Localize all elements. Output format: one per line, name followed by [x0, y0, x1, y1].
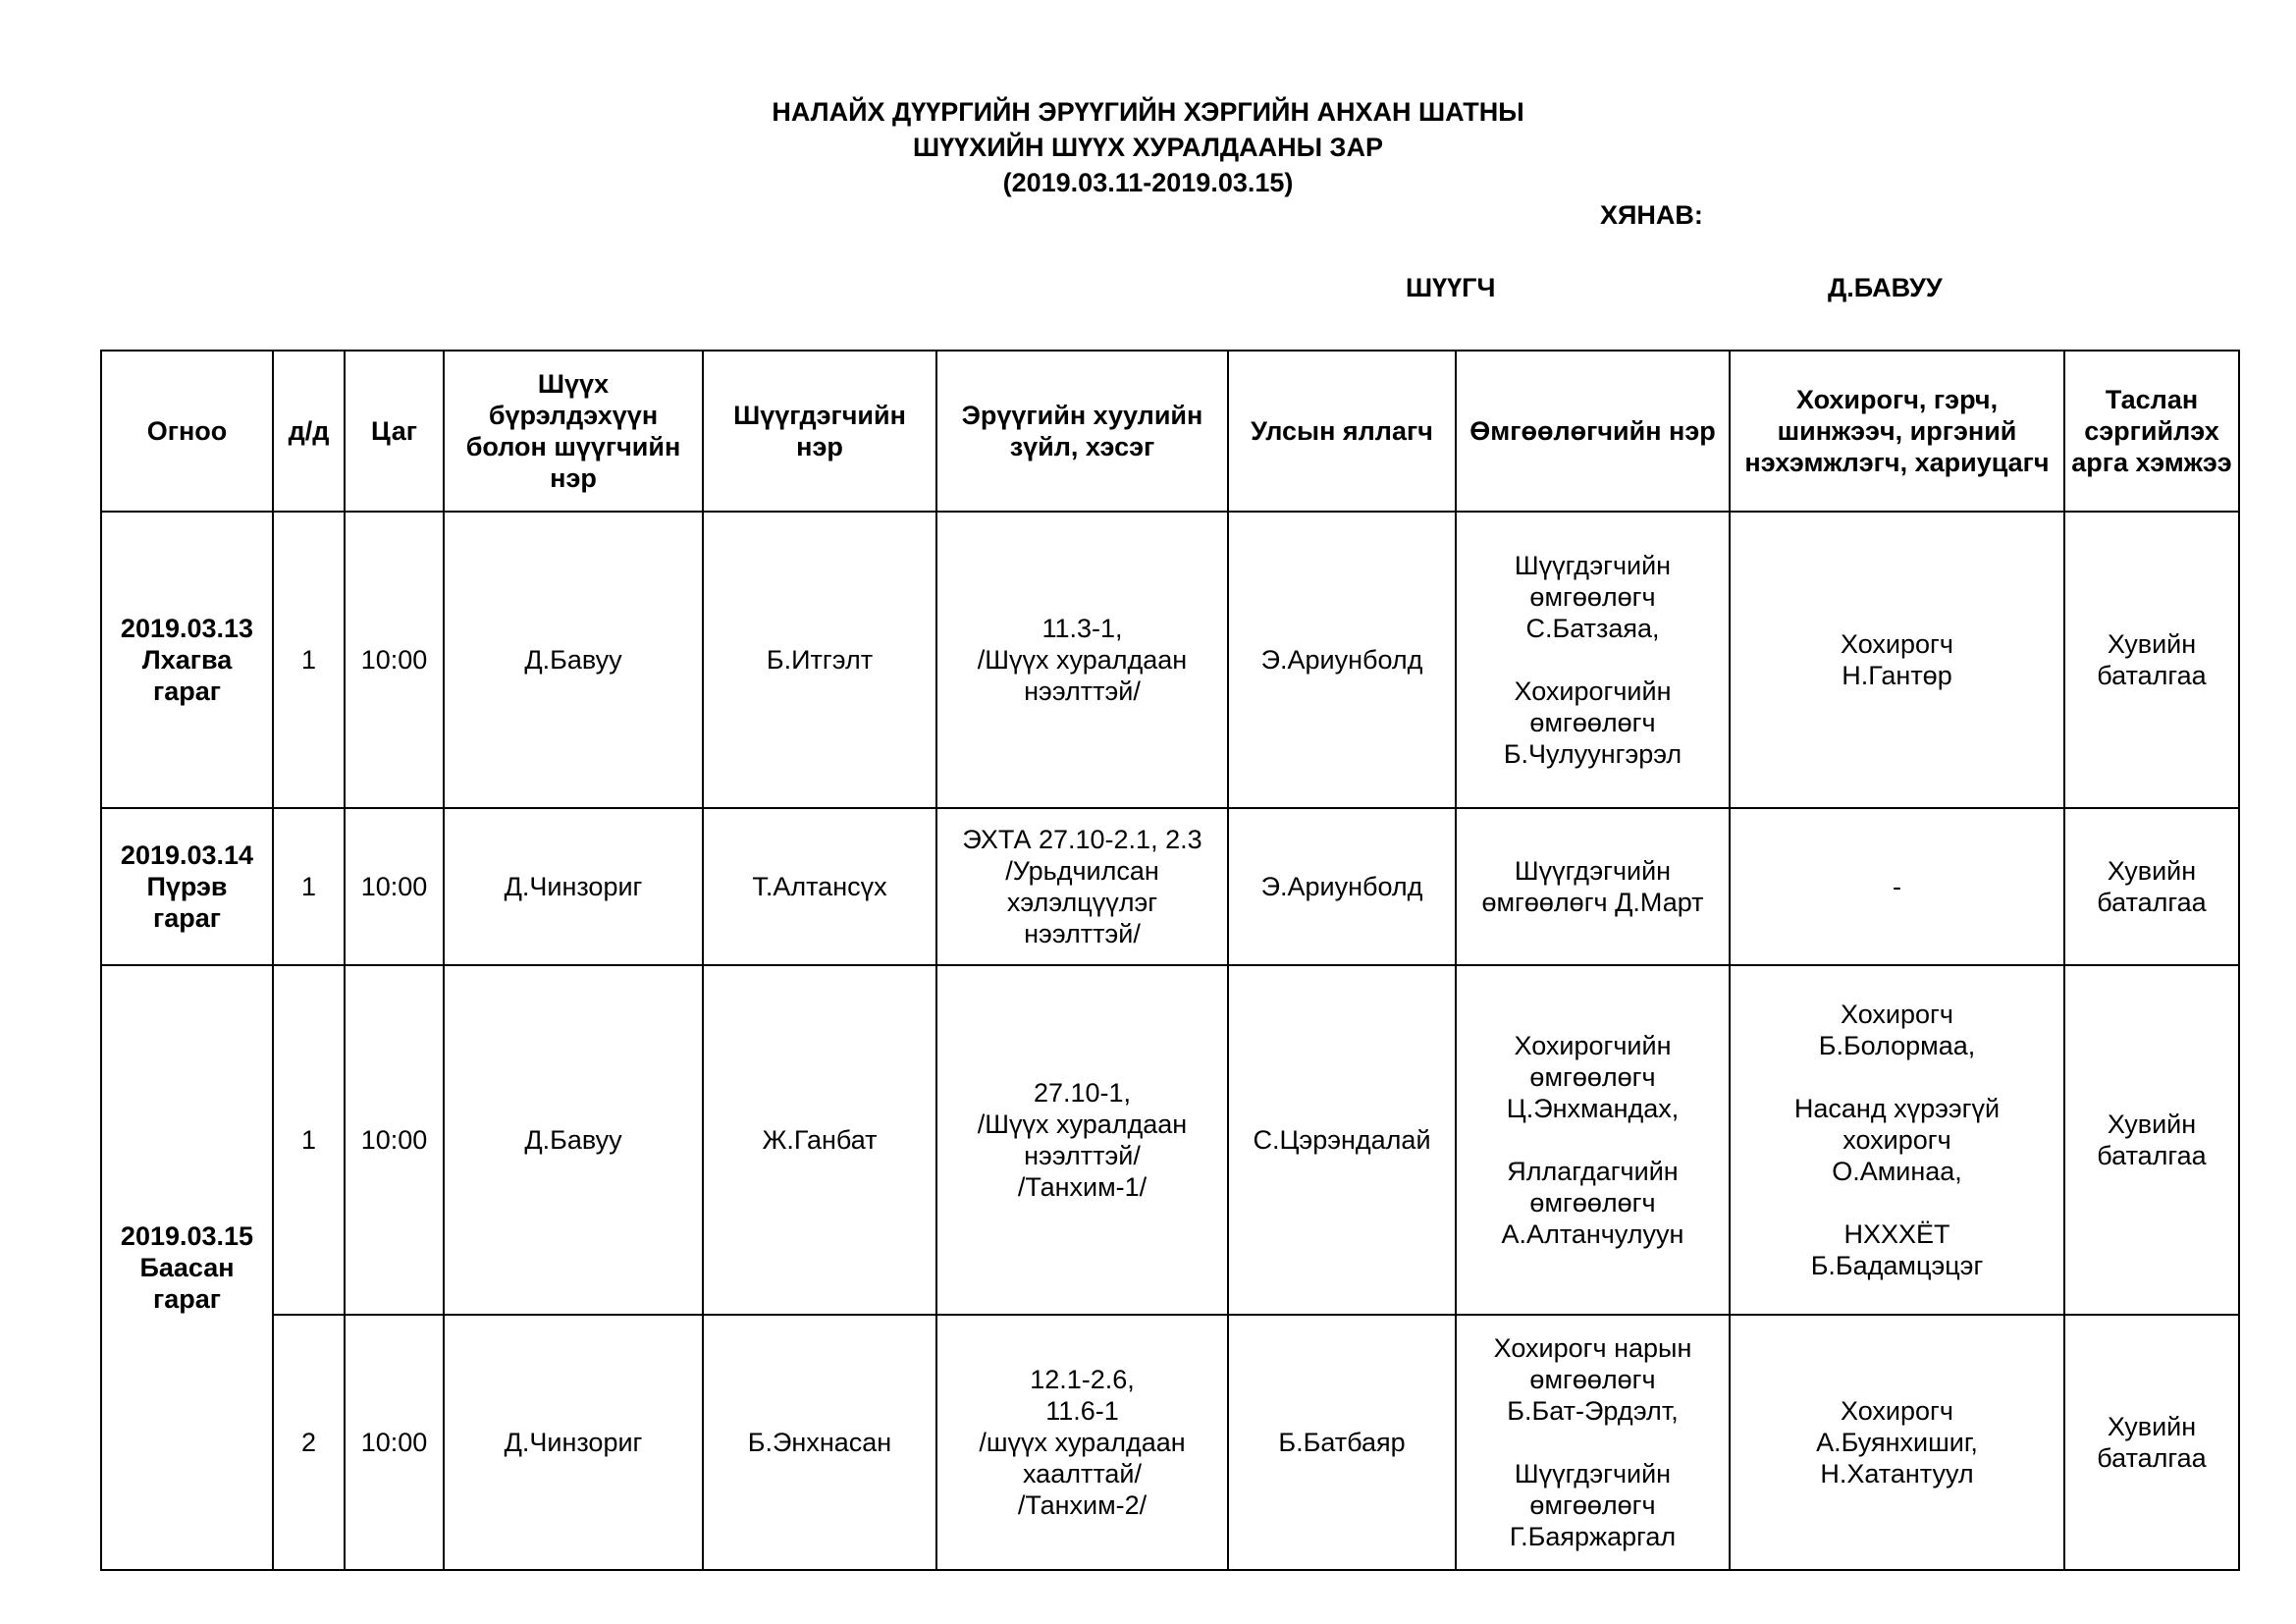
header-article: Эрүүгийн хуулийн зүйл, хэсэг: [936, 351, 1228, 512]
cell-victim: Хохирогч Н.Гантөр: [1730, 512, 2064, 808]
cell-measure: Хувийн баталгаа: [2064, 808, 2239, 965]
cell-date: 2019.03.15 Баасан гараг: [101, 965, 273, 1570]
approval-label: ХЯНАВ:: [1600, 200, 1703, 230]
cell-defendant: Т.Алтансүх: [703, 808, 936, 965]
cell-prosecutor: Э.Ариунболд: [1228, 512, 1456, 808]
cell-lawyer: Хохирогчийн өмгөөлөгч Ц.Энхмандах, Яллагдагчийн өмгөөлөгч А.Алтанчулуун: [1456, 965, 1730, 1315]
cell-number: 1: [273, 808, 345, 965]
cell-victim: -: [1730, 808, 2064, 965]
cell-prosecutor: Э.Ариунболд: [1228, 808, 1456, 965]
table-row: [101, 512, 2239, 808]
cell-date: 2019.03.13 Лхагва гараг: [101, 512, 273, 808]
cell-defendant: Ж.Ганбат: [703, 965, 936, 1315]
court-name-title: НАЛАЙХ ДҮҮРГИЙН ЭРҮҮГИЙН ХЭРГИЙН АНХАН ШАТНЫ: [772, 97, 1524, 127]
cell-victim: Хохирогч Б.Болормаа, Насанд хүрээгүй хохирогч О.Аминаа, НХХХЁТ Б.Бадамцэцэг: [1730, 965, 2064, 1315]
table-row: [101, 1315, 2239, 1570]
cell-lawyer: Хохирогч нарын өмгөөлөгч Б.Бат-Эрдэлт, Шүүгдэгчийн өмгөөлөгч Г.Баяржаргал: [1456, 1315, 1730, 1570]
cell-article: 11.3-1, /Шүүх хуралдаан нээлттэй/: [936, 512, 1228, 808]
header-lawyer: Өмгөөлөгчийн нэр: [1456, 351, 1730, 512]
header-time: Цаг: [345, 351, 444, 512]
signatory-role: ШҮҮГЧ: [1406, 273, 1496, 302]
cell-measure: Хувийн баталгаа: [2064, 1315, 2239, 1570]
cell-judge: Д.Чинзориг: [444, 1315, 703, 1570]
header-judge: Шүүх бүрэлдэхүүн болон шүүгчийн нэр: [444, 351, 703, 512]
cell-judge: Д.Бавуу: [444, 965, 703, 1315]
table-header-row: [101, 351, 2239, 512]
signatory-name: Д.БАВУУ: [1828, 273, 1943, 302]
cell-prosecutor: Б.Батбаяр: [1228, 1315, 1456, 1570]
cell-defendant: Б.Энхнасан: [703, 1315, 936, 1570]
cell-number: 2: [273, 1315, 345, 1570]
hearing-schedule-table: [100, 350, 2240, 1571]
cell-number: 1: [273, 965, 345, 1315]
cell-measure: Хувийн баталгаа: [2064, 512, 2239, 808]
cell-measure: Хувийн баталгаа: [2064, 965, 2239, 1315]
cell-defendant: Б.Итгэлт: [703, 512, 936, 808]
cell-judge: Д.Чинзориг: [444, 808, 703, 965]
cell-victim: Хохирогч А.Буянхишиг, Н.Хатантуул: [1730, 1315, 2064, 1570]
cell-number: 1: [273, 512, 345, 808]
cell-time: 10:00: [345, 808, 444, 965]
header-number: д/д: [273, 351, 345, 512]
header-measure: Таслан сэргийлэх арга хэмжээ: [2064, 351, 2239, 512]
cell-time: 10:00: [345, 1315, 444, 1570]
cell-time: 10:00: [345, 512, 444, 808]
header-date: Огноо: [101, 351, 273, 512]
header-victim: Хохирогч, гэрч, шинжээч, иргэний нэхэмжлэгч, хариуцагч: [1730, 351, 2064, 512]
cell-article: ЭХТА 27.10-2.1, 2.3 /Урьдчилсан хэлэлцүүлэг нээлттэй/: [936, 808, 1228, 965]
cell-judge: Д.Бавуу: [444, 512, 703, 808]
header-defendant: Шүүгдэгчийн нэр: [703, 351, 936, 512]
cell-time: 10:00: [345, 965, 444, 1315]
cell-lawyer: Шүүгдэгчийн өмгөөлөгч С.Батзаяа, Хохирогчийн өмгөөлөгч Б.Чулуунгэрэл: [1456, 512, 1730, 808]
cell-lawyer: Шүүгдэгчийн өмгөөлөгч Д.Март: [1456, 808, 1730, 965]
table-row: [101, 965, 2239, 1315]
cell-prosecutor: С.Цэрэндалай: [1228, 965, 1456, 1315]
date-range: (2019.03.11-2019.03.15): [1002, 168, 1294, 197]
header-prosecutor: Улсын яллагч: [1228, 351, 1456, 512]
cell-date: 2019.03.14 Пүрэв гараг: [101, 808, 273, 965]
cell-article: 27.10-1, /Шүүх хуралдаан нээлттэй/ /Танхим-1/: [936, 965, 1228, 1315]
announcement-title: ШҮҮХИЙН ШҮҮХ ХУРАЛДААНЫ ЗАР: [913, 133, 1383, 162]
cell-article: 12.1-2.6, 11.6-1 /шүүх хуралдаан хаалттай/ /Танхим-2/: [936, 1315, 1228, 1570]
table-row: [101, 808, 2239, 965]
document-header: [0, 94, 2296, 200]
